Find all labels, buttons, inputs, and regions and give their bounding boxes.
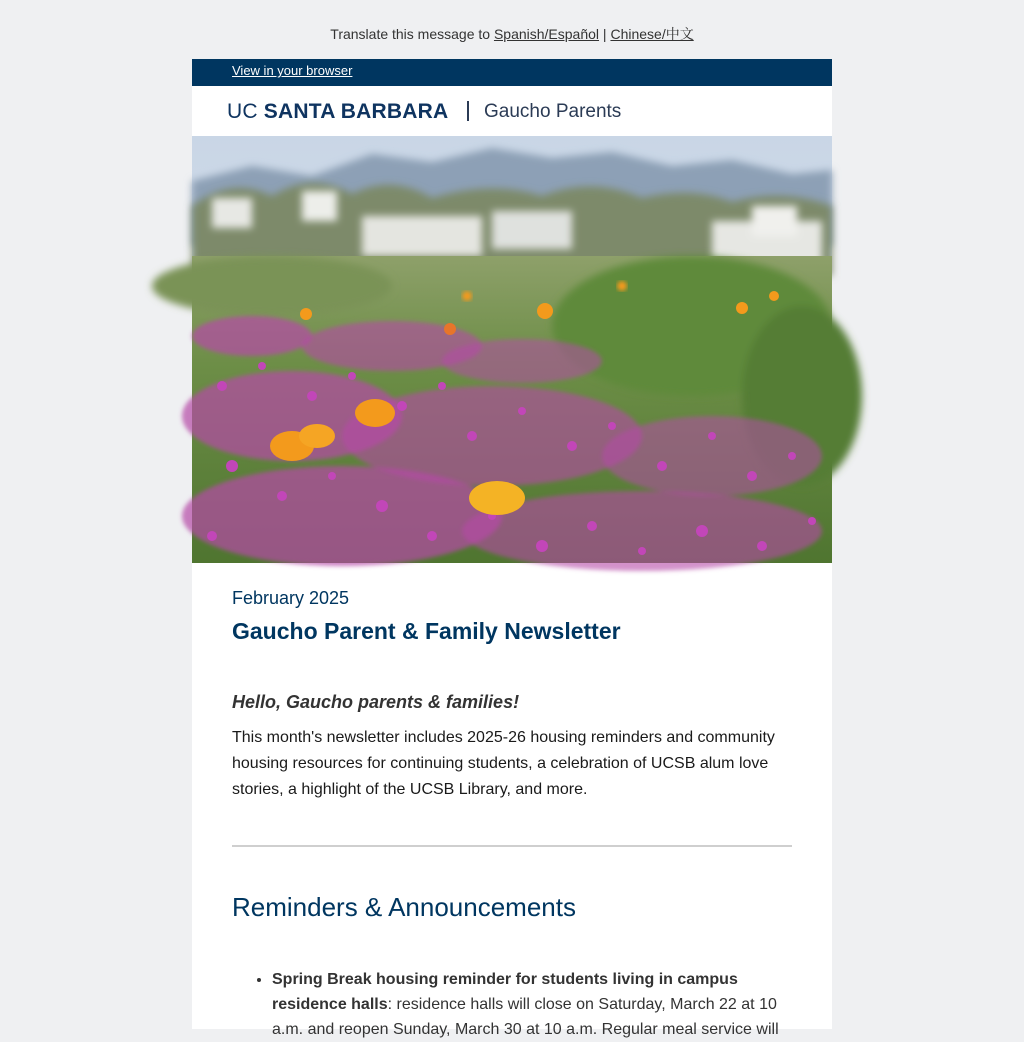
list-item-text: : residence halls will close on Saturday, March 22 at 10 a.m. and reopen Sunday, March 30 at 10 a.m. Regular meal service will [272, 996, 779, 1038]
view-in-browser-link[interactable]: View in your browser [232, 63, 353, 78]
reminders-heading: Reminders & Announcements [232, 892, 576, 922]
reminders-list [232, 967, 792, 1042]
intro-paragraph: This month's newsletter includes 2025-26 housing reminders and community housing resources for continuing students, a celebration of UCSB alum love stories, a highlight of the UCSB Library, and more. [232, 729, 775, 798]
brand-header [192, 86, 832, 136]
section-divider [232, 845, 792, 847]
gaucho-parents-label: Gaucho Parents [484, 101, 622, 122]
issue-date: February 2025 [232, 588, 350, 608]
logo-uc: UC [227, 100, 258, 123]
list-item [272, 967, 792, 1042]
translate-prefix: Translate this message to [330, 26, 494, 42]
chinese-translation-link[interactable]: Chinese/中文 [610, 26, 694, 42]
translate-bar [0, 25, 1024, 43]
ucsb-logo[interactable] [227, 100, 448, 124]
email-container [192, 59, 832, 1038]
greeting: Hello, Gaucho parents & families! [232, 692, 520, 712]
hero-image [192, 136, 832, 563]
newsletter-title: Gaucho Parent & Family Newsletter [232, 618, 621, 644]
newsletter-body [192, 587, 832, 1042]
logo-divider [467, 101, 469, 121]
spanish-translation-link[interactable]: Spanish/Español [493, 26, 600, 42]
translate-separator: | [599, 26, 611, 42]
top-strip [192, 59, 832, 86]
logo-santa-barbara: SANTA BARBARA [263, 100, 449, 123]
list-item-bold: Spring Break housing reminder for students living in campus residence halls [272, 971, 738, 1013]
